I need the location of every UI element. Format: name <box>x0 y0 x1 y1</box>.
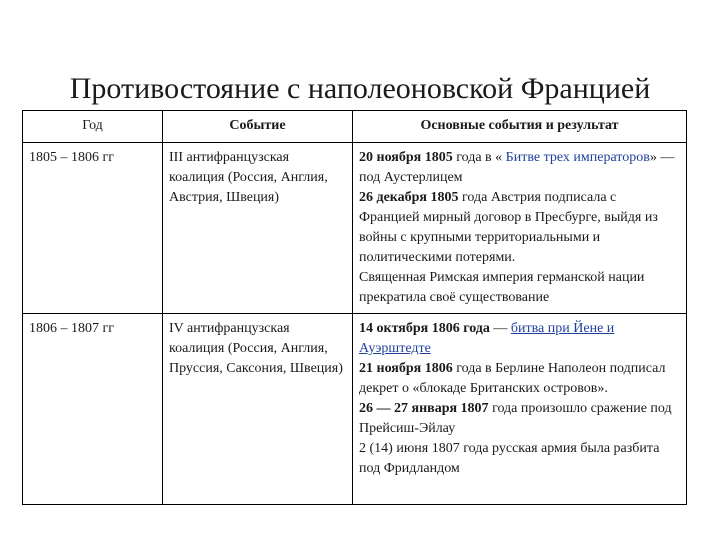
result-date: 21 ноября 1806 <box>359 361 453 376</box>
result-paragraph: Священная Римская империя германской нации прекратила своё существование <box>359 270 645 305</box>
result-text: года в « <box>452 150 503 165</box>
year-cell: 1806 – 1807 гг <box>23 314 163 505</box>
slide-title: Противостояние с наполеоновской Францией <box>69 72 651 105</box>
result-text: года произошло сражение под Прейсиш-Эйлау <box>359 401 672 436</box>
result-text: » — под Аустерлицем <box>359 150 675 185</box>
header-result: Основные события и результат <box>353 111 687 143</box>
result-date: 26 декабря 1805 <box>359 190 459 205</box>
table-row <box>23 143 687 314</box>
result-paragraph <box>359 359 680 399</box>
result-text: — <box>489 321 511 336</box>
event-cell: III антифранцузская коалиция (Россия, Англия, Австрия, Швеция) <box>163 143 353 314</box>
events-table <box>22 110 687 505</box>
result-paragraph <box>359 188 680 268</box>
table-header-row <box>23 111 687 143</box>
result-text: года Австрия подписала с Францией мирный договор в Пресбурге, выйдя из войны с крупными территориальными и политическими потерями. <box>359 190 658 265</box>
header-year: Год <box>23 111 163 143</box>
result-paragraph <box>359 399 680 439</box>
austerlitz-link[interactable]: Битве трех императоров <box>505 150 650 165</box>
result-text: года в Берлине Наполеон подписал декрет о «блокаде Британских островов». <box>359 361 666 396</box>
result-date: 14 октября 1806 года <box>359 321 490 336</box>
result-cell <box>353 314 687 505</box>
event-cell: IV антифранцузская коалиция (Россия, Англия, Пруссия, Саксония, Швеция) <box>163 314 353 505</box>
jena-auerstedt-link[interactable]: битва при Йене и Ауэрштедте <box>359 321 615 356</box>
table-row <box>23 314 687 505</box>
result-date: 26 — 27 января 1807 <box>359 401 489 416</box>
result-date: 20 ноября 1805 <box>359 150 453 165</box>
result-cell <box>353 143 687 314</box>
year-cell: 1805 – 1806 гг <box>23 143 163 314</box>
header-event: Событие <box>163 111 353 143</box>
result-paragraph: 2 (14) июня 1807 года русская армия была разбита под Фридландом <box>359 441 660 476</box>
